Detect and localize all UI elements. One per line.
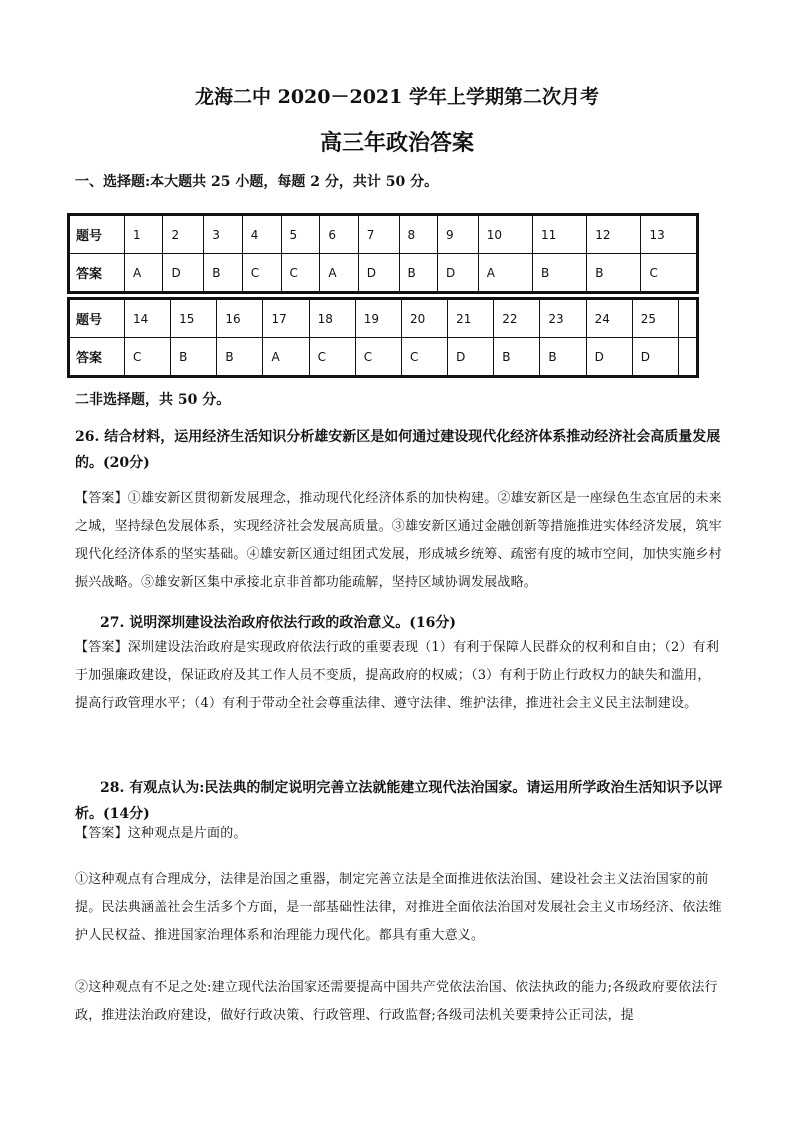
answer-letter: C xyxy=(125,338,171,377)
answer-row xyxy=(69,338,698,377)
answer-letter: D xyxy=(163,254,204,293)
answer-letter: B xyxy=(540,338,586,377)
answer-letter: C xyxy=(242,254,281,293)
answer-letter: D xyxy=(448,338,494,377)
question-26: 26. 结合材料，运用经济生活知识分析雄安新区是如何通过建设现代化经济体系推动经济社会高质量发展的。(20分) xyxy=(75,429,721,471)
answer-letter: B xyxy=(171,338,217,377)
question-28: 28. 有观点认为:民法典的制定说明完善立法就能建立现代法治国家。请运用所学政治生活知识予以评析。(14分) xyxy=(75,780,723,822)
question-number-row xyxy=(69,299,698,338)
answer-28-intro: 【答案】这种观点是片面的。 xyxy=(75,826,247,841)
answer-letter: C xyxy=(309,338,355,377)
answer-table-1 xyxy=(67,213,699,294)
row-label-question: 题号 xyxy=(69,215,125,254)
answer-row xyxy=(69,254,698,293)
question-number: 10 xyxy=(478,215,532,254)
row-label-question: 题号 xyxy=(69,299,125,338)
answer-letter: C xyxy=(281,254,320,293)
question-number: 3 xyxy=(204,215,242,254)
answer-letter: A xyxy=(320,254,358,293)
answer-letter: B xyxy=(587,254,641,293)
question-number: 15 xyxy=(171,299,217,338)
answer-26: 【答案】①雄安新区贯彻新发展理念，推动现代化经济体系的加快构建。②雄安新区是一座绿色生态宜居的未来之城，坚持绿色发展体系，实现经济社会发展高质量。③雄安新区通过金融创新等措施推进实体经济发展，筑牢现代化经济体系的坚实基础。④雄安新区通过组团式发展，形成城乡统筹、疏密有度的城市空间，加快实施乡村振兴战略。⑤雄安新区集中承接北京非首都功能疏解，坚持区域协调发展战略。 xyxy=(75,491,722,590)
question-number: 7 xyxy=(358,215,399,254)
row-label-answer: 答案 xyxy=(69,254,125,293)
question-number: 18 xyxy=(309,299,355,338)
answer-letter: A xyxy=(478,254,532,293)
question-number: 9 xyxy=(438,215,479,254)
document-subtitle: 高三年政治答案 xyxy=(319,130,474,156)
question-number: 5 xyxy=(281,215,320,254)
question-number: 4 xyxy=(242,215,281,254)
question-number: 24 xyxy=(586,299,632,338)
answer-letter: C xyxy=(641,254,698,293)
answer-letter xyxy=(678,338,697,377)
answer-letter: D xyxy=(358,254,399,293)
row-label-answer: 答案 xyxy=(69,338,125,377)
answer-letter: D xyxy=(438,254,479,293)
answer-letter: C xyxy=(401,338,447,377)
question-number: 20 xyxy=(401,299,447,338)
question-number: 14 xyxy=(125,299,171,338)
question-number: 1 xyxy=(125,215,163,254)
question-number: 13 xyxy=(641,215,698,254)
answer-letter: D xyxy=(632,338,678,377)
answer-letter: B xyxy=(399,254,437,293)
question-number: 16 xyxy=(217,299,263,338)
question-number: 8 xyxy=(399,215,437,254)
question-number-row xyxy=(69,215,698,254)
answer-letter: B xyxy=(494,338,540,377)
answer-letter: D xyxy=(586,338,632,377)
section1-heading: 一、选择题:本大题共 25 小题，每题 2 分，共计 50 分。 xyxy=(75,174,439,190)
question-number: 19 xyxy=(355,299,401,338)
answer-27: 【答案】深圳建设法治政府是实现政府依法行政的重要表现（1）有利于保障人民群众的权利和自由；（2）有利于加强廉政建设，保证政府及其工作人员不变质，提高政府的权威；（3）有利于防止行政权力的缺失和滥用，提高行政管理水平；（4）有利于带动全社会尊重法律、遵守法律、维护法律，推进社会主义民主法制建设。 xyxy=(75,640,720,711)
question-number: 23 xyxy=(540,299,586,338)
answer-letter: A xyxy=(125,254,163,293)
document-title: 龙海二中 2020－2021 学年上学期第二次月考 xyxy=(195,86,599,108)
question-number: 12 xyxy=(587,215,641,254)
answer-28-point-1: ①这种观点有合理成分，法律是治国之重器，制定完善立法是全面推进依法治国、建设社会主义法治国家的前提。民法典涵盖社会生活多个方面，是一部基础性法律，对推进全面依法治国对发展社会主义市场经济、依法维护人民权益、推进国家治理体系和治理能力现代化。都具有重大意义。 xyxy=(75,872,722,943)
question-number: 2 xyxy=(163,215,204,254)
question-number: 17 xyxy=(263,299,309,338)
question-number: 6 xyxy=(320,215,358,254)
question-number: 21 xyxy=(448,299,494,338)
answer-letter: C xyxy=(355,338,401,377)
answer-28-point-2: ②这种观点有不足之处:建立现代法治国家还需要提高中国共产党依法治国、依法执政的能力;各级政府要依法行政，推进法治政府建设，做好行政决策、行政管理、行政监督;各级司法机关要秉持公正司法，提 xyxy=(75,980,718,1023)
question-number: 22 xyxy=(494,299,540,338)
question-number: 11 xyxy=(533,215,587,254)
answer-table-2 xyxy=(67,297,699,378)
answer-letter: B xyxy=(204,254,242,293)
question-27: 27. 说明深圳建设法治政府依法行政的政治意义。(16分) xyxy=(100,615,456,631)
answer-letter: B xyxy=(217,338,263,377)
answer-letter: B xyxy=(533,254,587,293)
question-number xyxy=(678,299,697,338)
section2-heading: 二非选择题，共 50 分。 xyxy=(75,392,231,408)
question-number: 25 xyxy=(632,299,678,338)
answer-letter: A xyxy=(263,338,309,377)
